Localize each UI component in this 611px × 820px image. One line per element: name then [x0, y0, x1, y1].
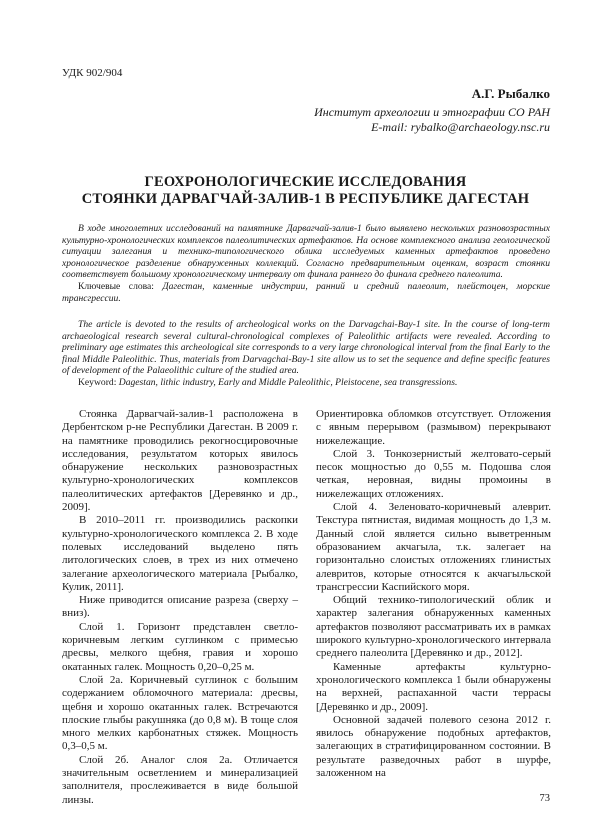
- body-column-left: [62, 408, 298, 807]
- abstract-russian: [62, 223, 550, 304]
- keywords-label: Keyword:: [78, 376, 117, 388]
- paragraph: Слой 3. Тонкозернистый желтовато-серый песок мощностью до 0,55 м. Подошва слоя четкая, неровная, видны промоины в нижележащих отложениях.: [316, 447, 551, 500]
- article-title: [40, 174, 571, 208]
- paragraph: Ниже приводится описание разреза (сверху – вниз).: [62, 594, 298, 620]
- udk-code: УДК 902/904: [62, 67, 123, 79]
- keywords: [62, 281, 550, 304]
- abstract-text: В ходе многолетних исследований на памятнике Дарвагчай-залив-1 было выявлено нескольких разновозрастных культурно-хронологических комплексов палеолитических артефактов. На основе комплексного анализа геологической ситуации залегания и технико-типологического облика исследуемых каменных артефактов проведено хронологическое разделение обнаруженных коллекций. Согласно предварительным оценкам, возраст стоянки соответствует большому хронологическому интервалу от финала раннего до финала среднего палеолита.: [62, 223, 550, 281]
- keywords-list: Dagestan, lithic industry, Early and Middle Paleolithic, Pleistocene, sea transgressions.: [118, 376, 458, 388]
- paragraph: Ориентировка обломков отсутствует. Отложения с явным перерывом (размывом) перекрывают нижележащие.: [316, 408, 551, 447]
- paragraph: Слой 4. Зеленовато-коричневый алеврит. Текстура пятнистая, видимая мощность до 1,3 м. Данный слой является сильно выветренным образованием акчагыла, т.к. залегает на горизонтально слоистых отложениях глинистых алевритов, которые относятся к акчагыльской трансгрессии Каспийского моря.: [316, 501, 551, 593]
- paragraph: Каменные артефакты культурно-хронологического комплекса 1 были обнаружены на верхней, распаханной части террасы [Деревянко и др., 2009].: [316, 660, 551, 713]
- institution: Институт археологии и этнографии СО РАН: [314, 105, 550, 119]
- keywords: [62, 377, 550, 389]
- paragraph: Общий технико-типологический облик и характер залегания обнаруженных каменных артефактов позволяют рассматривать их в рамках широкого культурно-хронологического интервала среднего палеолита [Деревянко и др., 2012].: [316, 594, 551, 660]
- paragraph: Слой 2б. Аналог слоя 2а. Отличается значительным осветлением и минерализацией заполнителя, прослеживается в виде большой линзы.: [62, 753, 298, 806]
- paragraph: Стоянка Дарвагчай-залив-1 расположена в Дербентском р-не Республики Дагестан. В 2009 г. на памятнике проводились рекогносцировочные исследования, результатом которых явилось обнаружение нескольких разновозрастных культурно-хронологических комплексов палеолитических артефактов [Деревянко и др., 2009].: [62, 408, 298, 514]
- abstract-text: The article is devoted to the results of archeological works on the Darvagchai-Bay-1 site. In the course of long-term archaeological research several cultural-chronological complexes of Paleolithic artifacts were revealed. According to preliminary age estimates this archeological site corresponds to a very large chronological interval from the final Early to the final Middle Paleolithic. Thus, materials from Darvagchai-Bay-1 site allow us to set the sequence and define specific features of development of the Palaeolithic culture of the studied area.: [62, 319, 550, 377]
- paragraph: Слой 1. Горизонт представлен светло-коричневым легким суглинком с примесью дресвы, мелкого щебня, гравия и хорошо окатанных галек. Мощность 0,20–0,25 м.: [62, 620, 298, 673]
- title-line-2: СТОЯНКИ ДАРВАГЧАЙ-ЗАЛИВ-1 В РЕСПУБЛИКЕ ДАГЕСТАН: [81, 191, 530, 207]
- abstract-english: [62, 319, 550, 389]
- keywords-label: Ключевые слова:: [78, 280, 154, 292]
- body-column-right: [316, 408, 551, 780]
- paragraph: Слой 2а. Коричневый суглинок с большим содержанием обломочного материала: дресвы, щебня и хорошо окатанных галек. Встречаются плоские глыбы ракушняка (до 0,8 м). В тоще слоя много мелких карбонатных стяжек. Мощность 0,3–0,5 м.: [62, 673, 298, 753]
- author-name: А.Г. Рыбалко: [471, 86, 550, 101]
- author-affiliation: [314, 105, 550, 135]
- keywords-list: Дагестан, каменные индустрии, ранний и средний палеолит, плейстоцен, морские трансгрессии.: [62, 280, 550, 304]
- page-number: 73: [539, 793, 550, 804]
- paragraph: В 2010–2011 гг. производились раскопки культурно-хронологического комплекса 2. В ходе полевых исследований выделено пять литологических слоев, в трех из них отмечено залегание археологического материала [Рыбалко, Кулик, 2011].: [62, 514, 298, 593]
- title-line-1: ГЕОХРОНОЛОГИЧЕСКИЕ ИССЛЕДОВАНИЯ: [144, 174, 467, 190]
- paragraph: Основной задачей полевого сезона 2012 г. явилось обнаружение подобных артефактов, залегающих в стратифицированном состоянии. В результате разведочных работ в шурфе, заложенном на: [316, 713, 551, 780]
- email: E-mail: rybalko@archaeology.nsc.ru: [371, 120, 550, 134]
